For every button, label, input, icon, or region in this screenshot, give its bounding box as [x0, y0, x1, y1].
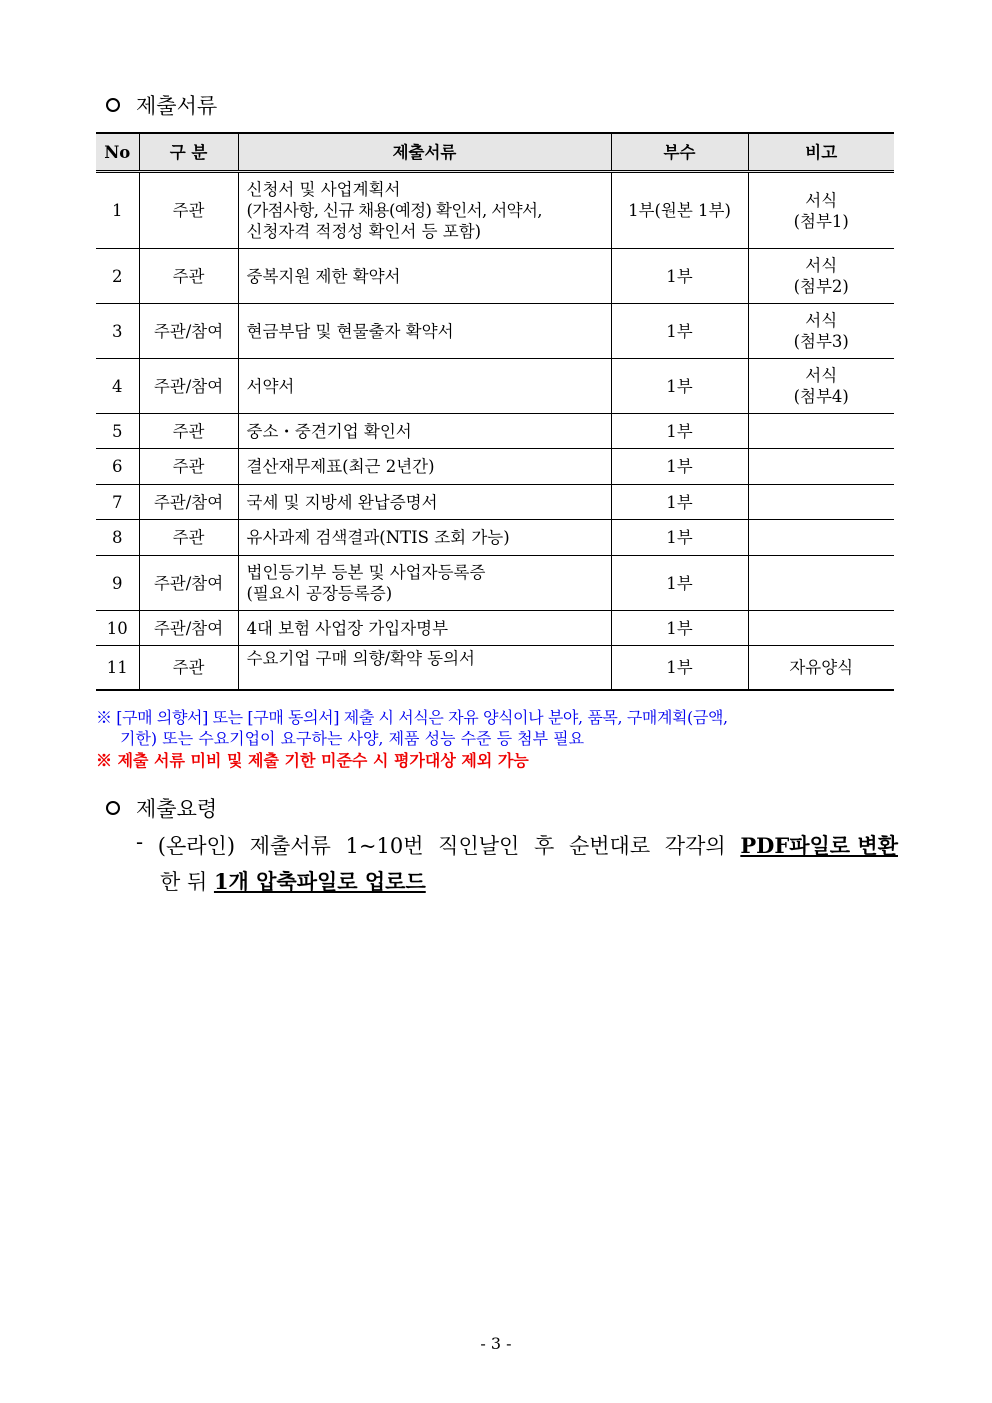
cell-no: 7: [96, 485, 139, 520]
cell-copies: 1부: [611, 646, 748, 690]
emphasis-pdf-convert: PDF파일로 변환: [740, 833, 898, 858]
instruction-word: 1~10번: [345, 834, 424, 858]
cell-category: 주관: [139, 520, 238, 556]
cell-docs: [238, 556, 611, 611]
emphasis-zip-upload: 1개 압축파일로 업로드: [213, 869, 426, 894]
cell-category: 주관/참여: [139, 304, 238, 359]
cell-category: 주관/참여: [139, 485, 238, 520]
remark-line: 서식: [805, 256, 838, 275]
cell-remarks: [748, 359, 894, 414]
doc-line: 신청자격 적정성 확인서 등 포함): [246, 222, 482, 241]
cell-no: 10: [96, 611, 139, 646]
table-row: [96, 485, 894, 520]
note-warning: ※ 제출 서류 미비 및 제출 기한 미준수 시 평가대상 제외 가능: [96, 751, 529, 770]
header-copies: 부수: [611, 133, 748, 172]
doc-line: (필요시 공장등록증): [246, 584, 393, 603]
circle-bullet-icon: [106, 98, 120, 112]
cell-docs: 유사과제 검색결과(NTIS 조회 가능): [238, 520, 611, 556]
cell-docs: 수요기업 구매 의향/확약 동의서: [238, 646, 611, 690]
cell-copies: 1부: [611, 249, 748, 304]
submission-docs-table: [96, 132, 894, 691]
table-row: [96, 172, 894, 249]
remark-line: (첨부2): [793, 277, 849, 296]
cell-category: 주관: [139, 646, 238, 690]
table-row: [96, 414, 894, 449]
section-heading-submission-method: [106, 793, 217, 823]
cell-remarks: 자유양식: [748, 646, 894, 690]
instruction-word: 제출서류: [249, 834, 331, 858]
cell-category: 주관/참여: [139, 359, 238, 414]
instruction-line-1: [136, 830, 898, 860]
table-header-row: [96, 133, 894, 172]
remark-line: 서식: [805, 366, 838, 385]
remark-line: 서식: [805, 190, 838, 210]
cell-docs: 현금부담 및 현물출자 확약서: [238, 304, 611, 359]
remark-line: (첨부3): [793, 332, 849, 351]
cell-remarks: [748, 249, 894, 304]
table-row: [96, 520, 894, 556]
header-docs: 제출서류: [238, 133, 611, 172]
section-title: 제출요령: [136, 797, 218, 821]
cell-copies: 1부: [611, 611, 748, 646]
cell-no: 5: [96, 414, 139, 449]
cell-no: 9: [96, 556, 139, 611]
remark-line: 서식: [805, 311, 838, 330]
circle-bullet-icon: [106, 801, 120, 815]
note-line: ※ [구매 의향서] 또는 [구매 동의서] 제출 시 서식은 자유 양식이나 분야, 품목, 구매계획(금액,: [96, 708, 728, 727]
instruction-word: 직인날인: [438, 834, 520, 858]
instruction-text: 한 뒤: [160, 870, 214, 894]
cell-remarks: [748, 556, 894, 611]
cell-copies: 1부: [611, 414, 748, 449]
cell-remarks: [748, 304, 894, 359]
table-row: [96, 611, 894, 646]
cell-no: 4: [96, 359, 139, 414]
instruction-word: (온라인): [157, 834, 236, 858]
cell-copies: 1부: [611, 359, 748, 414]
cell-category: 주관: [139, 172, 238, 249]
cell-docs: 중소・중견기업 확인서: [238, 414, 611, 449]
table-row: [96, 359, 894, 414]
cell-no: 2: [96, 249, 139, 304]
remark-line: (첨부1): [793, 211, 849, 231]
cell-copies: 1부: [611, 520, 748, 556]
table-row: [96, 249, 894, 304]
note-line: 기한) 또는 수요기업이 요구하는 사양, 제품 성능 수준 등 첨부 필요: [120, 729, 585, 748]
instruction-word: 각각의: [664, 834, 726, 858]
cell-category: 주관: [139, 449, 238, 485]
cell-remarks: [748, 485, 894, 520]
doc-line: (가점사항, 신규 채용(예정) 확인서, 서약서,: [246, 201, 542, 220]
instruction-word: 후: [534, 834, 555, 858]
note-purchase-intent: [96, 707, 896, 749]
cell-docs: 국세 및 지방세 완납증명서: [238, 485, 611, 520]
doc-line: 신청서 및 사업계획서: [246, 180, 401, 199]
cell-no: 8: [96, 520, 139, 556]
cell-remarks: [748, 520, 894, 556]
instruction-word: 순번대로: [568, 834, 651, 858]
cell-copies: 1부: [611, 485, 748, 520]
table-row: [96, 646, 894, 690]
cell-no: 3: [96, 304, 139, 359]
cell-category: 주관: [139, 249, 238, 304]
table-row: [96, 556, 894, 611]
cell-remarks: [748, 414, 894, 449]
cell-docs: 서약서: [238, 359, 611, 414]
header-no: No: [96, 133, 139, 172]
page-number: - 3 -: [480, 1334, 512, 1353]
header-remarks: 비고: [748, 133, 894, 172]
header-category: 구 분: [139, 133, 238, 172]
cell-copies: 1부: [611, 449, 748, 485]
section-heading-submission-docs: [106, 90, 217, 120]
cell-copies: 1부: [611, 556, 748, 611]
table-row: [96, 304, 894, 359]
remark-line: (첨부4): [793, 387, 849, 406]
doc-line: 법인등기부 등본 및 사업자등록증: [246, 563, 486, 582]
table-row: [96, 449, 894, 485]
cell-docs: 중복지원 제한 확약서: [238, 249, 611, 304]
cell-docs: [238, 172, 611, 249]
cell-docs: 결산재무제표(최근 2년간): [238, 449, 611, 485]
cell-no: 1: [96, 172, 139, 249]
cell-copies: 1부(원본 1부): [611, 172, 748, 249]
cell-no: 11: [96, 646, 139, 690]
cell-remarks: [748, 449, 894, 485]
cell-category: 주관/참여: [139, 611, 238, 646]
cell-remarks: [748, 611, 894, 646]
cell-no: 6: [96, 449, 139, 485]
cell-category: 주관/참여: [139, 556, 238, 611]
cell-copies: 1부: [611, 304, 748, 359]
dash-marker: -: [136, 830, 144, 854]
cell-category: 주관: [139, 414, 238, 449]
cell-docs: 4대 보험 사업장 가입자명부: [238, 611, 611, 646]
instruction-line-2: [160, 866, 426, 896]
cell-remarks: [748, 172, 894, 249]
section-title: 제출서류: [136, 94, 218, 118]
